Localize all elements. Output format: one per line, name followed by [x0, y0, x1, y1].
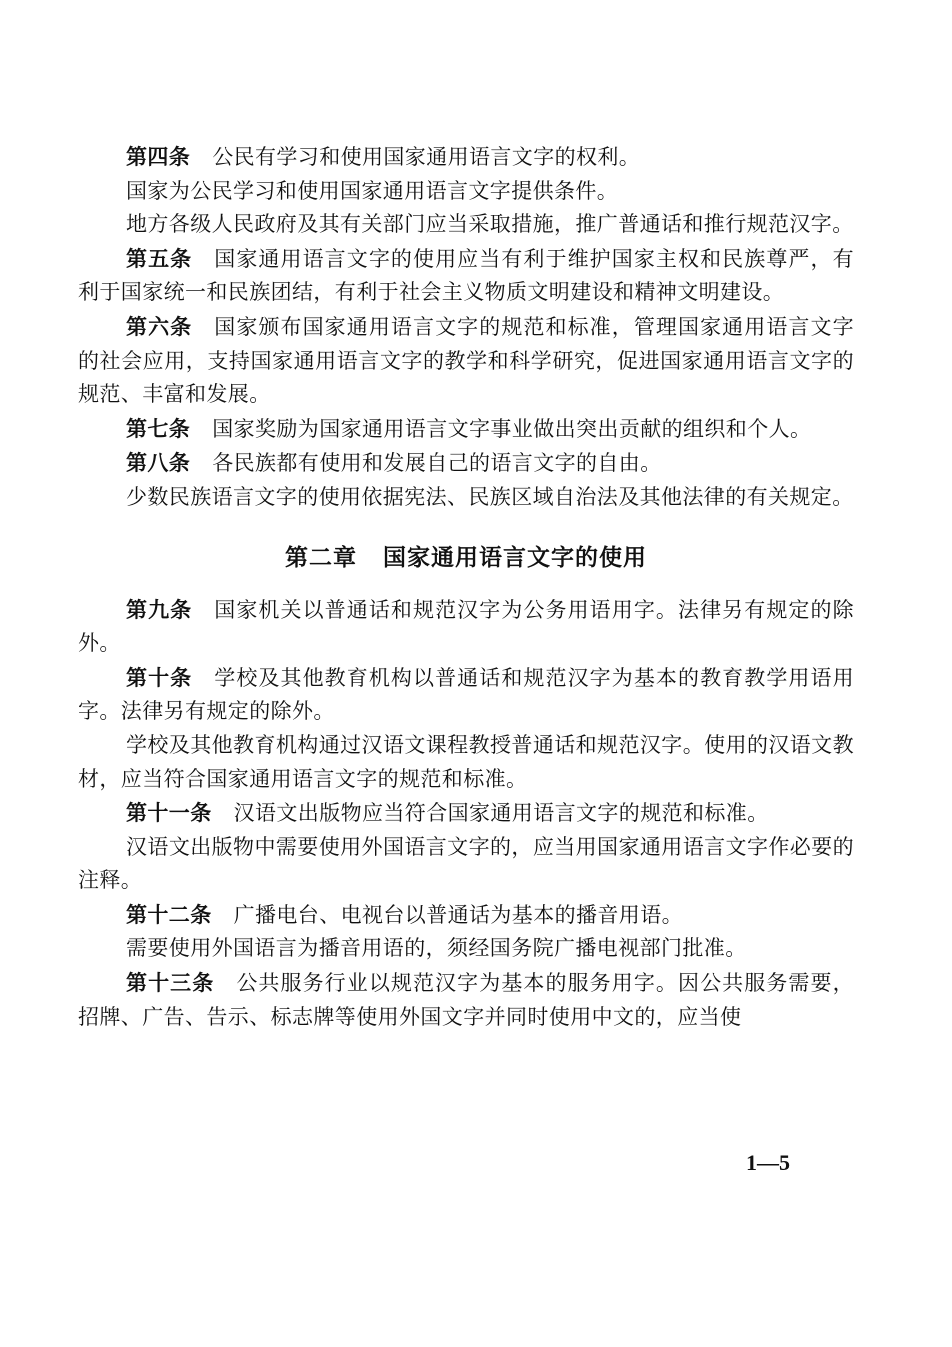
paragraph-text: 国家机关以普通话和规范汉字为公务用语用字。法律另有规定的除外。	[78, 597, 854, 656]
paragraph	[78, 831, 854, 898]
paragraph-text: 学校及其他教育机构通过汉语文课程教授普通话和规范汉字。使用的汉语文教材，应当符合国家通用语言文字的规范和标准。	[78, 732, 854, 791]
paragraph	[78, 140, 854, 175]
paragraph-text: 汉语文出版物中需要使用外国语言文字的，应当用国家通用语言文字作必要的注释。	[78, 834, 854, 893]
chapter-title: 国家通用语言文字的使用	[383, 543, 647, 571]
paragraphs-before-chapter	[78, 140, 854, 515]
paragraph	[78, 898, 854, 933]
paragraph-text: 广播电台、电视台以普通话为基本的播音用语。	[233, 902, 684, 927]
paragraphs-after-chapter	[78, 593, 854, 1035]
page-number: 1—5	[746, 1150, 790, 1175]
paragraph	[78, 446, 854, 481]
paragraph-text: 地方各级人民政府及其有关部门应当采取措施，推广普通话和推行规范汉字。	[126, 212, 854, 237]
paragraph-text: 各民族都有使用和发展自己的语言文字的自由。	[212, 451, 662, 476]
paragraph	[78, 932, 854, 966]
paragraph-text: 国家颁布国家通用语言文字的规范和标准，管理国家通用语言文字的社会应用，支持国家通用语言文字的教学和科学研究，促进国家通用语言文字的规范、丰富和发展。	[78, 314, 854, 407]
chapter-heading	[78, 541, 854, 575]
paragraph-text: 国家通用语言文字的使用应当有利于维护国家主权和民族尊严，有利于国家统一和民族团结，有利于社会主义物质文明建设和精神文明建设。	[78, 246, 854, 305]
paragraph	[78, 310, 854, 412]
paragraph-text: 汉语文出版物应当符合国家通用语言文字的规范和标准。	[233, 801, 769, 826]
paragraph	[78, 412, 854, 447]
article-number: 第十条	[126, 664, 193, 690]
article-number: 第十一条	[126, 800, 212, 826]
article-number: 第八条	[126, 450, 191, 476]
paragraph	[78, 175, 854, 209]
paragraph-text: 公民有学习和使用国家通用语言文字的权利。	[212, 145, 641, 169]
article-number: 第七条	[126, 415, 191, 441]
paragraph-text: 国家奖励为国家通用语言文字事业做出突出贡献的组织和个人。	[212, 416, 812, 441]
paragraph	[78, 208, 854, 242]
paragraph	[78, 242, 854, 310]
article-number: 第十三条	[126, 970, 215, 996]
paragraph	[78, 661, 854, 729]
chapter-number: 第二章	[285, 543, 357, 571]
paragraph-text: 少数民族语言文字的使用依据宪法、民族区域自治法及其他法律的有关规定。	[126, 484, 854, 509]
paragraph	[78, 966, 854, 1034]
paragraph	[78, 593, 854, 661]
paragraph	[78, 729, 854, 796]
article-number: 第十二条	[126, 901, 212, 927]
paragraph-text: 学校及其他教育机构以普通话和规范汉字为基本的教育教学用语用字。法律另有规定的除外。	[78, 665, 854, 724]
paragraph	[78, 796, 854, 831]
article-number: 第九条	[126, 596, 193, 622]
article-number: 第六条	[126, 313, 193, 339]
article-number: 第四条	[126, 144, 191, 169]
law-text	[78, 140, 854, 1034]
paragraph-text: 需要使用外国语言为播音用语的，须经国务院广播电视部门批准。	[126, 936, 747, 961]
article-number: 第五条	[126, 245, 193, 271]
paragraph	[78, 481, 854, 515]
paragraph-text: 公共服务行业以规范汉字为基本的服务用字。因公共服务需要，招牌、广告、告示、标志牌等使用外国文字并同时使用中文的，应当使	[78, 971, 854, 1029]
paragraph-text: 国家为公民学习和使用国家通用语言文字提供条件。	[126, 178, 619, 203]
